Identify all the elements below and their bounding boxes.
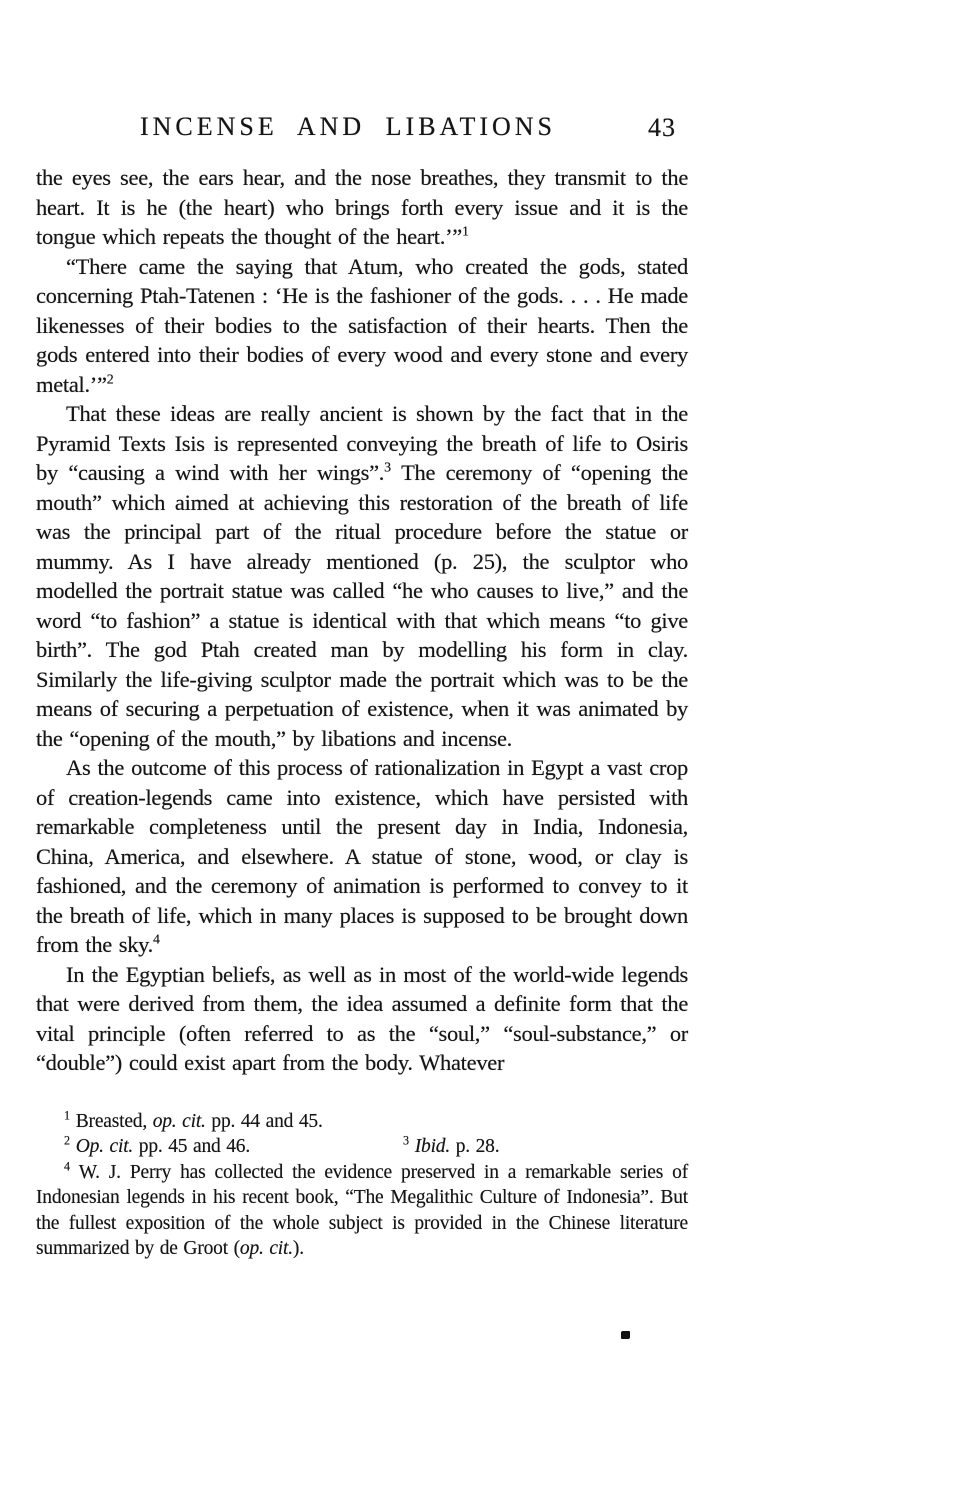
paragraph-1: the eyes see, the ears hear, and the nose breathes, they transmit to the heart. It is he (the heart) who brings forth every issue and it is the tongue which repeats the thought of the heart.’”$^1$ (36, 165, 688, 249)
text-column (36, 0, 688, 1262)
footnotes (36, 1109, 688, 1262)
page-number: 43 (648, 113, 676, 142)
footnote-4: $^4$ W. J. Perry has collected the evidence preserved in a remarkable series of Indonesian legends in his recent book, “The Megalithic Culture of Indonesia”. But the fullest exposition of the whole subject is provided in the Chinese literature summarized by de Groot (op. cit.). (36, 1159, 688, 1259)
page-title: INCENSE AND LIBATIONS (140, 112, 556, 141)
body-text (36, 163, 688, 1078)
paragraph-4: As the outcome of this process of rationalization in Egypt a vast crop of creation-legends came into existence, which have persisted with remarkable completeness until the present day in India, Indonesia, China, America, and elsewhere. A statue of stone, wood, or clay is fashioned, and the ceremony of animation is performed to convey to it the breath of life, which in many places is supposed to be brought down from the sky.$^4$ (36, 755, 688, 957)
footnote-row (36, 1134, 688, 1160)
paragraph-5: In the Egyptian beliefs, as well as in most of the world-wide legends that were derived from them, the idea assumed a definite form that the vital principle (often referred to as the “soul,” “soul-substance,” or “double”) could exist apart from the body. Whatever (36, 961, 688, 1075)
footnote-1: $^1$ Breasted, op. cit. pp. 44 and 45. (64, 1108, 323, 1132)
paragraph-2: “There came the saying that Atum, who created the gods, stated concerning Ptah-Tatenen : ‘He is the fashioner of the gods. . . . He made likenesses of their bodies to the satisfaction of their hearts. Then the gods entered into their bodies of every wood and every stone and every metal.’”$^2$ (36, 253, 688, 397)
running-header (36, 112, 688, 144)
footnote-3: $^3$ Ibid. p. 28. (403, 1133, 500, 1157)
footnote-2: $^2$ Op. cit. pp. 45 and 46. (64, 1133, 250, 1157)
paragraph-3: That these ideas are really ancient is shown by the fact that in the Pyramid Texts Isis is represented conveying the breath of life to Osiris by “causing a wind with her wings”.$^3$ The ceremony of “opening the mouth” which aimed at achieving this restoration of the breath of life was the principal part of the ritual procedure before the statue or mummy. As I have already mentioned (p. 25), the sculptor who modelled the portrait statue was called “he who causes to live,” and the word “to fashion” a statue is identical with that which means “to give birth”. The god Ptah created man by modelling his form in clay. Similarly the life-giving sculptor made the portrait which was to be the means of securing a perpetuation of existence, when it was animated by the “opening of the mouth,” by libations and incense. (36, 401, 688, 751)
ink-speck-artifact (621, 1331, 630, 1339)
